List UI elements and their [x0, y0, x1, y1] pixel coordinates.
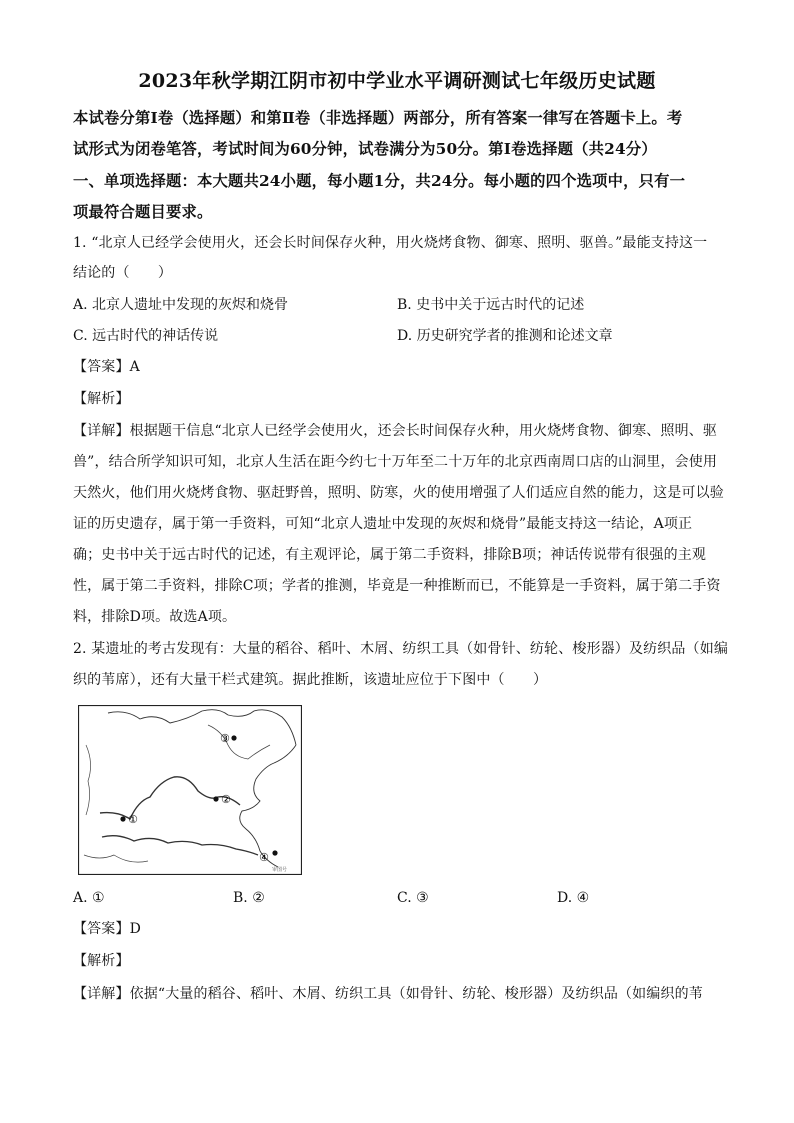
site-dot-1	[120, 816, 125, 821]
q1-analysis-label: 【解析】	[73, 391, 130, 407]
intro-line-1: 本试卷分第Ⅰ卷（选择题）和第Ⅱ卷（非选择题）两部分，所有答案一律写在答题卡上。考	[73, 109, 683, 127]
site-dot-4	[272, 850, 277, 855]
q2-option-a: A. ①	[73, 890, 105, 906]
site-label-4: ④	[259, 851, 269, 864]
map-frame	[79, 706, 302, 875]
site-dot-2	[213, 796, 218, 801]
q1-option-a: A. 北京人遗址中发现的灰烬和烧骨	[73, 297, 289, 313]
china-map-svg	[78, 705, 302, 875]
q2-stem-line-1: 2. 某遗址的考古发现有：大量的稻谷、稻叶、木屑、纺织工具（如骨针、纺轮、梭形器）及纺织品（如编	[73, 641, 729, 657]
q1-detail-line: 确；史书中关于远古时代的记述，有主观评论，属于第二手资料，排除B项；神话传说带有很强的主观	[73, 547, 707, 563]
q1-detail-line: 兽”，结合所学知识可知，北京人生活在距今约七十万年至二十万年的北京西南周口店的山洞里，会使用	[73, 454, 718, 470]
site-dot-3	[231, 735, 236, 740]
map-review-stamp: 审图号	[272, 867, 288, 873]
q1-stem-line-2: 结论的（ ）	[73, 265, 173, 281]
q1-answer: 【答案】A	[73, 359, 140, 375]
china-map-figure	[78, 705, 302, 875]
q1-detail-line: 证的历史遗存，属于第一手资料，可知“北京人遗址中发现的灰烬和烧骨”最能支持这一结论，A项正	[73, 516, 693, 532]
q2-option-d: D. ④	[557, 890, 590, 906]
section-heading-line-2: 项最符合题目要求。	[73, 203, 213, 221]
q2-option-c: C. ③	[397, 890, 429, 906]
q1-detail-line: 【详解】根据题干信息“北京人已经学会使用火，还会长时间保存火种，用火烧烤食物、御寒、照明、驱	[73, 423, 718, 439]
q2-option-b: B. ②	[233, 890, 265, 906]
q2-stem-line-2: 织的苇席），还有大量干栏式建筑。据此推断，该遗址应位于下图中（ ）	[73, 672, 548, 688]
site-label-2: ②	[221, 793, 231, 806]
q1-option-b: B. 史书中关于远古时代的记述	[397, 297, 585, 313]
q1-stem-line-1: 1. “北京人已经学会使用火，还会长时间保存火种，用火烧烤食物、御寒、照明、驱兽。”最能支持这一	[73, 235, 708, 251]
q1-detail-line: 性，属于第二手资料，排除C项；学者的推测，毕竟是一种推断而已，不能算是一手资料，属于第二手资	[73, 578, 721, 594]
intro-line-2: 试形式为闭卷笔答，考试时间为60分钟，试卷满分为50分。第Ⅰ卷选择题（共24分）	[73, 140, 657, 158]
q2-analysis-label: 【解析】	[73, 953, 130, 969]
section-heading-line-1: 一、单项选择题：本大题共24小题，每小题1分，共24分。每小题的四个选项中，只有一	[73, 172, 686, 190]
q2-answer: 【答案】D	[73, 921, 141, 937]
q1-option-d: D. 历史研究学者的推测和论述文章	[397, 328, 613, 344]
site-label-3: ③	[220, 732, 230, 745]
q2-detail-line: 【详解】依据“大量的稻谷、稻叶、木屑、纺织工具（如骨针、纺轮、梭形器）及纺织品（如编织的苇	[73, 986, 703, 1002]
q1-detail-line: 天然火，他们用火烧烤食物、驱赶野兽，照明、防寒，火的使用增强了人们适应自然的能力，这是可以验	[73, 485, 724, 501]
page-title: 2023年秋学期江阴市初中学业水平调研测试七年级历史试题	[138, 70, 656, 92]
q1-option-c: C. 远古时代的神话传说	[73, 328, 219, 344]
q1-detail-line: 料，排除D项。故选A项。	[73, 609, 237, 625]
site-label-1: ①	[128, 813, 138, 826]
